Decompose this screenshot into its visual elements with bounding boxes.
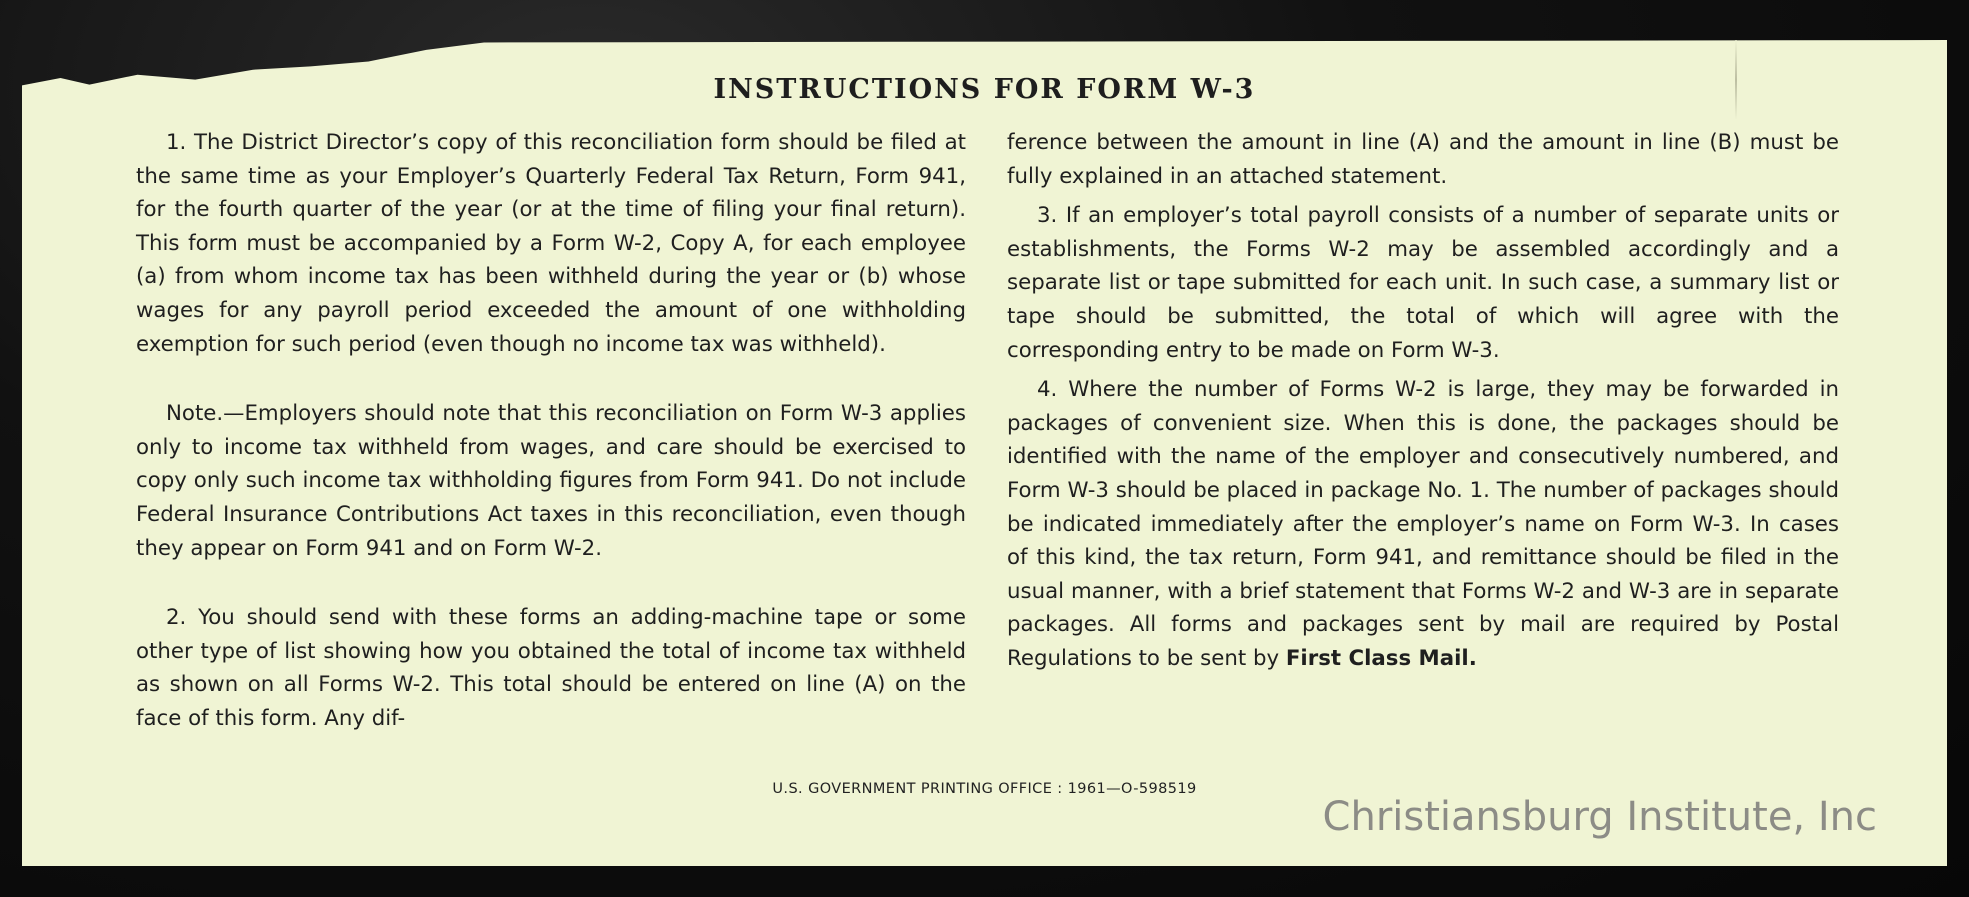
left-column bbox=[136, 126, 966, 736]
paragraph-4 bbox=[1007, 373, 1839, 675]
paragraph-4-text: 4. Where the number of Forms W-2 is large, they may be forwarded in packages of convenient size. When this is done, the packages should be identified with the name of the employer and consecutively numbered, and Form W-3 should be placed in package No. 1. The number of packages should be indicated immediately after the employer’s name on Form W-3. In cases of this kind, the tax return, Form 941, and remittance should be filed in the usual manner, with a brief statement that Forms W-2 and W-3 are in separate packages. All forms and packages sent by mail are required by Postal Regulations to be sent by bbox=[1007, 377, 1839, 671]
paragraph-3: 3. If an employer’s total payroll consists of a number of separate units or establishments, the Forms W-2 may be assembled accordingly and a separate list or tape submitted for each unit. In such case, a summary list or tape should be submitted, the total of which will agree with the corresponding entry to be made on Form W-3. bbox=[1007, 203, 1839, 363]
watermark: Christiansburg Institute, Inc bbox=[1322, 794, 1877, 840]
paragraph-1: 1. The District Director’s copy of this reconciliation form should be filed at the same time as your Employer’s Quarterly Federal Tax Return, Form 941, for the fourth quarter of the year (or at the time of filing your final return). This form must be accompanied by a Form W-2, Copy A, for each employee (a) from whom income tax has been withheld during the year or (b) whose wages for any payroll period exceeded the amount of one withholding exemption for such period (even though no income tax was withheld). bbox=[136, 130, 966, 357]
note-paragraph: Note.—Employers should note that this reconciliation on Form W-3 applies only to income tax withheld from wages, and care should be exercised to copy only such income tax withholding figures from Form 941. Do not include Federal Insurance Contributions Act taxes in this reconciliation, even though they appear on Form 941 and on Form W-2. bbox=[136, 401, 966, 561]
paragraph-2-continued: ference between the amount in line (A) and the amount in line (B) must be fully explained in an attached statement. bbox=[1007, 130, 1839, 189]
paragraph-2: 2. You should send with these forms an adding-machine tape or some other type of list showing how you obtained the total of income tax withheld as shown on all Forms W-2. This total should be entered on line (A) on the face of this form. Any dif- bbox=[136, 605, 966, 731]
first-class-mail: First Class Mail. bbox=[1285, 645, 1477, 671]
printing-office-footer: U.S. GOVERNMENT PRINTING OFFICE : 1961—O-598519 bbox=[772, 781, 1197, 797]
right-column bbox=[1007, 126, 1839, 676]
page-title: INSTRUCTIONS FOR FORM W-3 bbox=[713, 74, 1256, 105]
